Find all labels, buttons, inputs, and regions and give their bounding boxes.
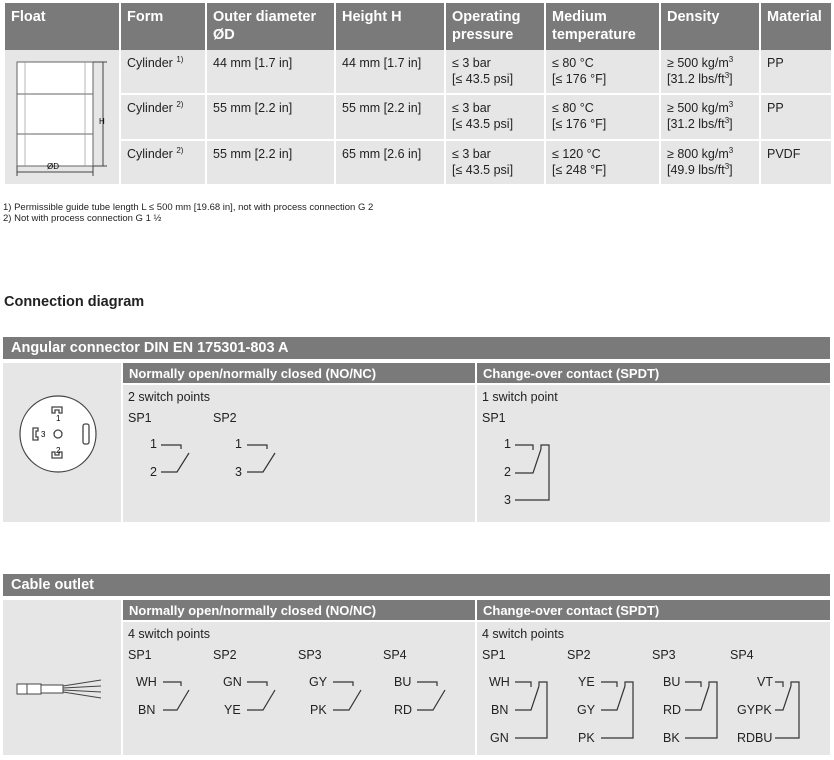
cable-spdt-panel [477, 622, 830, 755]
col-pressure: Operating pressure [446, 3, 544, 50]
angular-sp2-pin-a: 1 [235, 437, 242, 451]
cable-spdt-sp3: SP3 [652, 648, 676, 662]
angular-sp1-label: SP1 [128, 411, 152, 425]
col-density: Density [661, 3, 759, 50]
wire-pk: PK [310, 703, 327, 717]
pin-2-label: 2 [56, 446, 61, 455]
row1-height: 44 mm [1.7 in] [336, 50, 444, 93]
pin-3-label: 3 [41, 430, 46, 439]
spdt-wire-bu: BU [663, 675, 681, 689]
col-diameter: Outer diameter ØD [207, 3, 334, 50]
cable-spdt-sp1: SP1 [482, 648, 506, 662]
angular-sp2-pin-b: 3 [235, 465, 242, 479]
angular-spdt-pin-3: 3 [504, 493, 511, 507]
cable-spdt-count: 4 switch points [482, 627, 564, 641]
footnote-1: 1) Permissible guide tube length L ≤ 500 mm [19.68 in], not with process connection G 2 [3, 202, 374, 213]
row1-diameter: 44 mm [1.7 in] [207, 50, 334, 93]
col-form: Form [121, 3, 205, 50]
cable-spdt-sp2: SP2 [567, 648, 591, 662]
angular-spdt-panel [477, 385, 830, 522]
cable-icon [3, 600, 121, 755]
angular-spdt-header: Change-over contact (SPDT) [477, 363, 830, 383]
cable-spdt-header: Change-over contact (SPDT) [477, 600, 830, 620]
height-label: H [99, 117, 105, 126]
float-drawing-cell [5, 50, 119, 184]
row1-density: ≥ 500 $kg/m^3$ [31.2 lbs/$ft^3$] [661, 50, 759, 93]
wire-bu: BU [394, 675, 412, 689]
float-drawing [5, 50, 117, 180]
angular-spdt-pin-2: 2 [504, 465, 511, 479]
spdt-wire-bn: BN [491, 703, 509, 717]
cable-nonc-panel [123, 622, 475, 755]
row2-height: 55 mm [2.2 in] [336, 93, 444, 138]
col-height: Height H [336, 3, 444, 50]
row3-temperature: ≤ 120 °C [≤ 248 °F] [546, 139, 659, 184]
cable-nonc-sp4: SP4 [383, 648, 407, 662]
cable-nonc-switches [123, 622, 475, 755]
angular-spdt-pin-1: 1 [504, 437, 511, 451]
row2-diameter: 55 mm [2.2 in] [207, 93, 334, 138]
angular-sp1-pin-b: 2 [150, 465, 157, 479]
row1-pressure: ≤ 3 bar [≤ 43.5 psi] [446, 50, 544, 93]
cable-nonc-sp3: SP3 [298, 648, 322, 662]
row2-material: PP [761, 93, 831, 138]
row3-diameter: 55 mm [2.2 in] [207, 139, 334, 184]
angular-sp2-label: SP2 [213, 411, 237, 425]
cable-spdt-sp4: SP4 [730, 648, 754, 662]
wire-rd: RD [394, 703, 413, 717]
wire-gy: GY [309, 675, 328, 689]
cable-nonc-header: Normally open/normally closed (NO/NC) [123, 600, 475, 620]
row3-pressure: ≤ 3 bar [≤ 43.5 psi] [446, 139, 544, 184]
spdt-wire-ye: YE [578, 675, 595, 689]
angular-connector-title: Angular connector DIN EN 175301-803 A [3, 337, 830, 359]
wire-ye: YE [224, 703, 241, 717]
spdt-wire-rd: RD [663, 703, 682, 717]
footnote-2: 2) Not with process connection G 1 ½ [3, 213, 162, 224]
cable-spdt-switches [477, 622, 830, 755]
col-material: Material [761, 3, 831, 50]
angular-sp1-pin-a: 1 [150, 437, 157, 451]
col-float: Float [5, 3, 119, 50]
spdt-wire-vt: VT [757, 675, 773, 689]
spdt-wire-gy: GY [577, 703, 596, 717]
row3-material: PVDF [761, 139, 831, 184]
cable-nonc-sp1: SP1 [128, 648, 152, 662]
float-table [3, 3, 833, 184]
cable-image-cell [3, 600, 121, 755]
angular-connector-icon [3, 363, 121, 522]
angular-nonc-count: 2 switch points [128, 390, 210, 404]
angular-spdt-switch [477, 385, 830, 522]
row3-height: 65 mm [2.6 in] [336, 139, 444, 184]
wire-bn: BN [138, 703, 156, 717]
cable-nonc-count: 4 switch points [128, 627, 210, 641]
spdt-wire-pk: PK [578, 731, 595, 745]
angular-spdt-sp1-label: SP1 [482, 411, 506, 425]
angular-nonc-panel [123, 385, 475, 522]
angular-spdt-count: 1 switch point [482, 390, 558, 404]
row3-density: ≥ 800 $kg/m^3$ [49.9 lbs/$ft^3$] [661, 139, 759, 184]
spdt-wire-gn: GN [490, 731, 509, 745]
row2-temperature: ≤ 80 °C [≤ 176 °F] [546, 93, 659, 138]
pin-1-label: 1 [56, 414, 61, 423]
angular-nonc-switches [123, 385, 475, 522]
connection-diagram-title: Connection diagram [4, 294, 145, 310]
row1-material: PP [761, 50, 831, 93]
diameter-label: ØD [47, 162, 59, 171]
row2-form: Cylinder $^{2)}$ [121, 93, 205, 138]
wire-gn: GN [223, 675, 242, 689]
col-temperature: Medium temperature [546, 3, 659, 50]
angular-nonc-header: Normally open/normally closed (NO/NC) [123, 363, 475, 383]
spdt-wire-wh: WH [489, 675, 510, 689]
wire-wh: WH [136, 675, 157, 689]
cable-outlet-title: Cable outlet [3, 574, 830, 596]
spdt-wire-gypk: GYPK [737, 703, 772, 717]
angular-connector-image-cell [3, 363, 121, 522]
spdt-wire-rdbu: RDBU [737, 731, 773, 745]
row3-form: Cylinder $^{2)}$ [121, 139, 205, 184]
row1-form: Cylinder $^{1)}$ [121, 50, 205, 93]
cable-nonc-sp2: SP2 [213, 648, 237, 662]
row1-temperature: ≤ 80 °C [≤ 176 °F] [546, 50, 659, 93]
row2-pressure: ≤ 3 bar [≤ 43.5 psi] [446, 93, 544, 138]
row2-density: ≥ 500 $kg/m^3$ [31.2 lbs/$ft^3$] [661, 93, 759, 138]
spdt-wire-bk: BK [663, 731, 680, 745]
